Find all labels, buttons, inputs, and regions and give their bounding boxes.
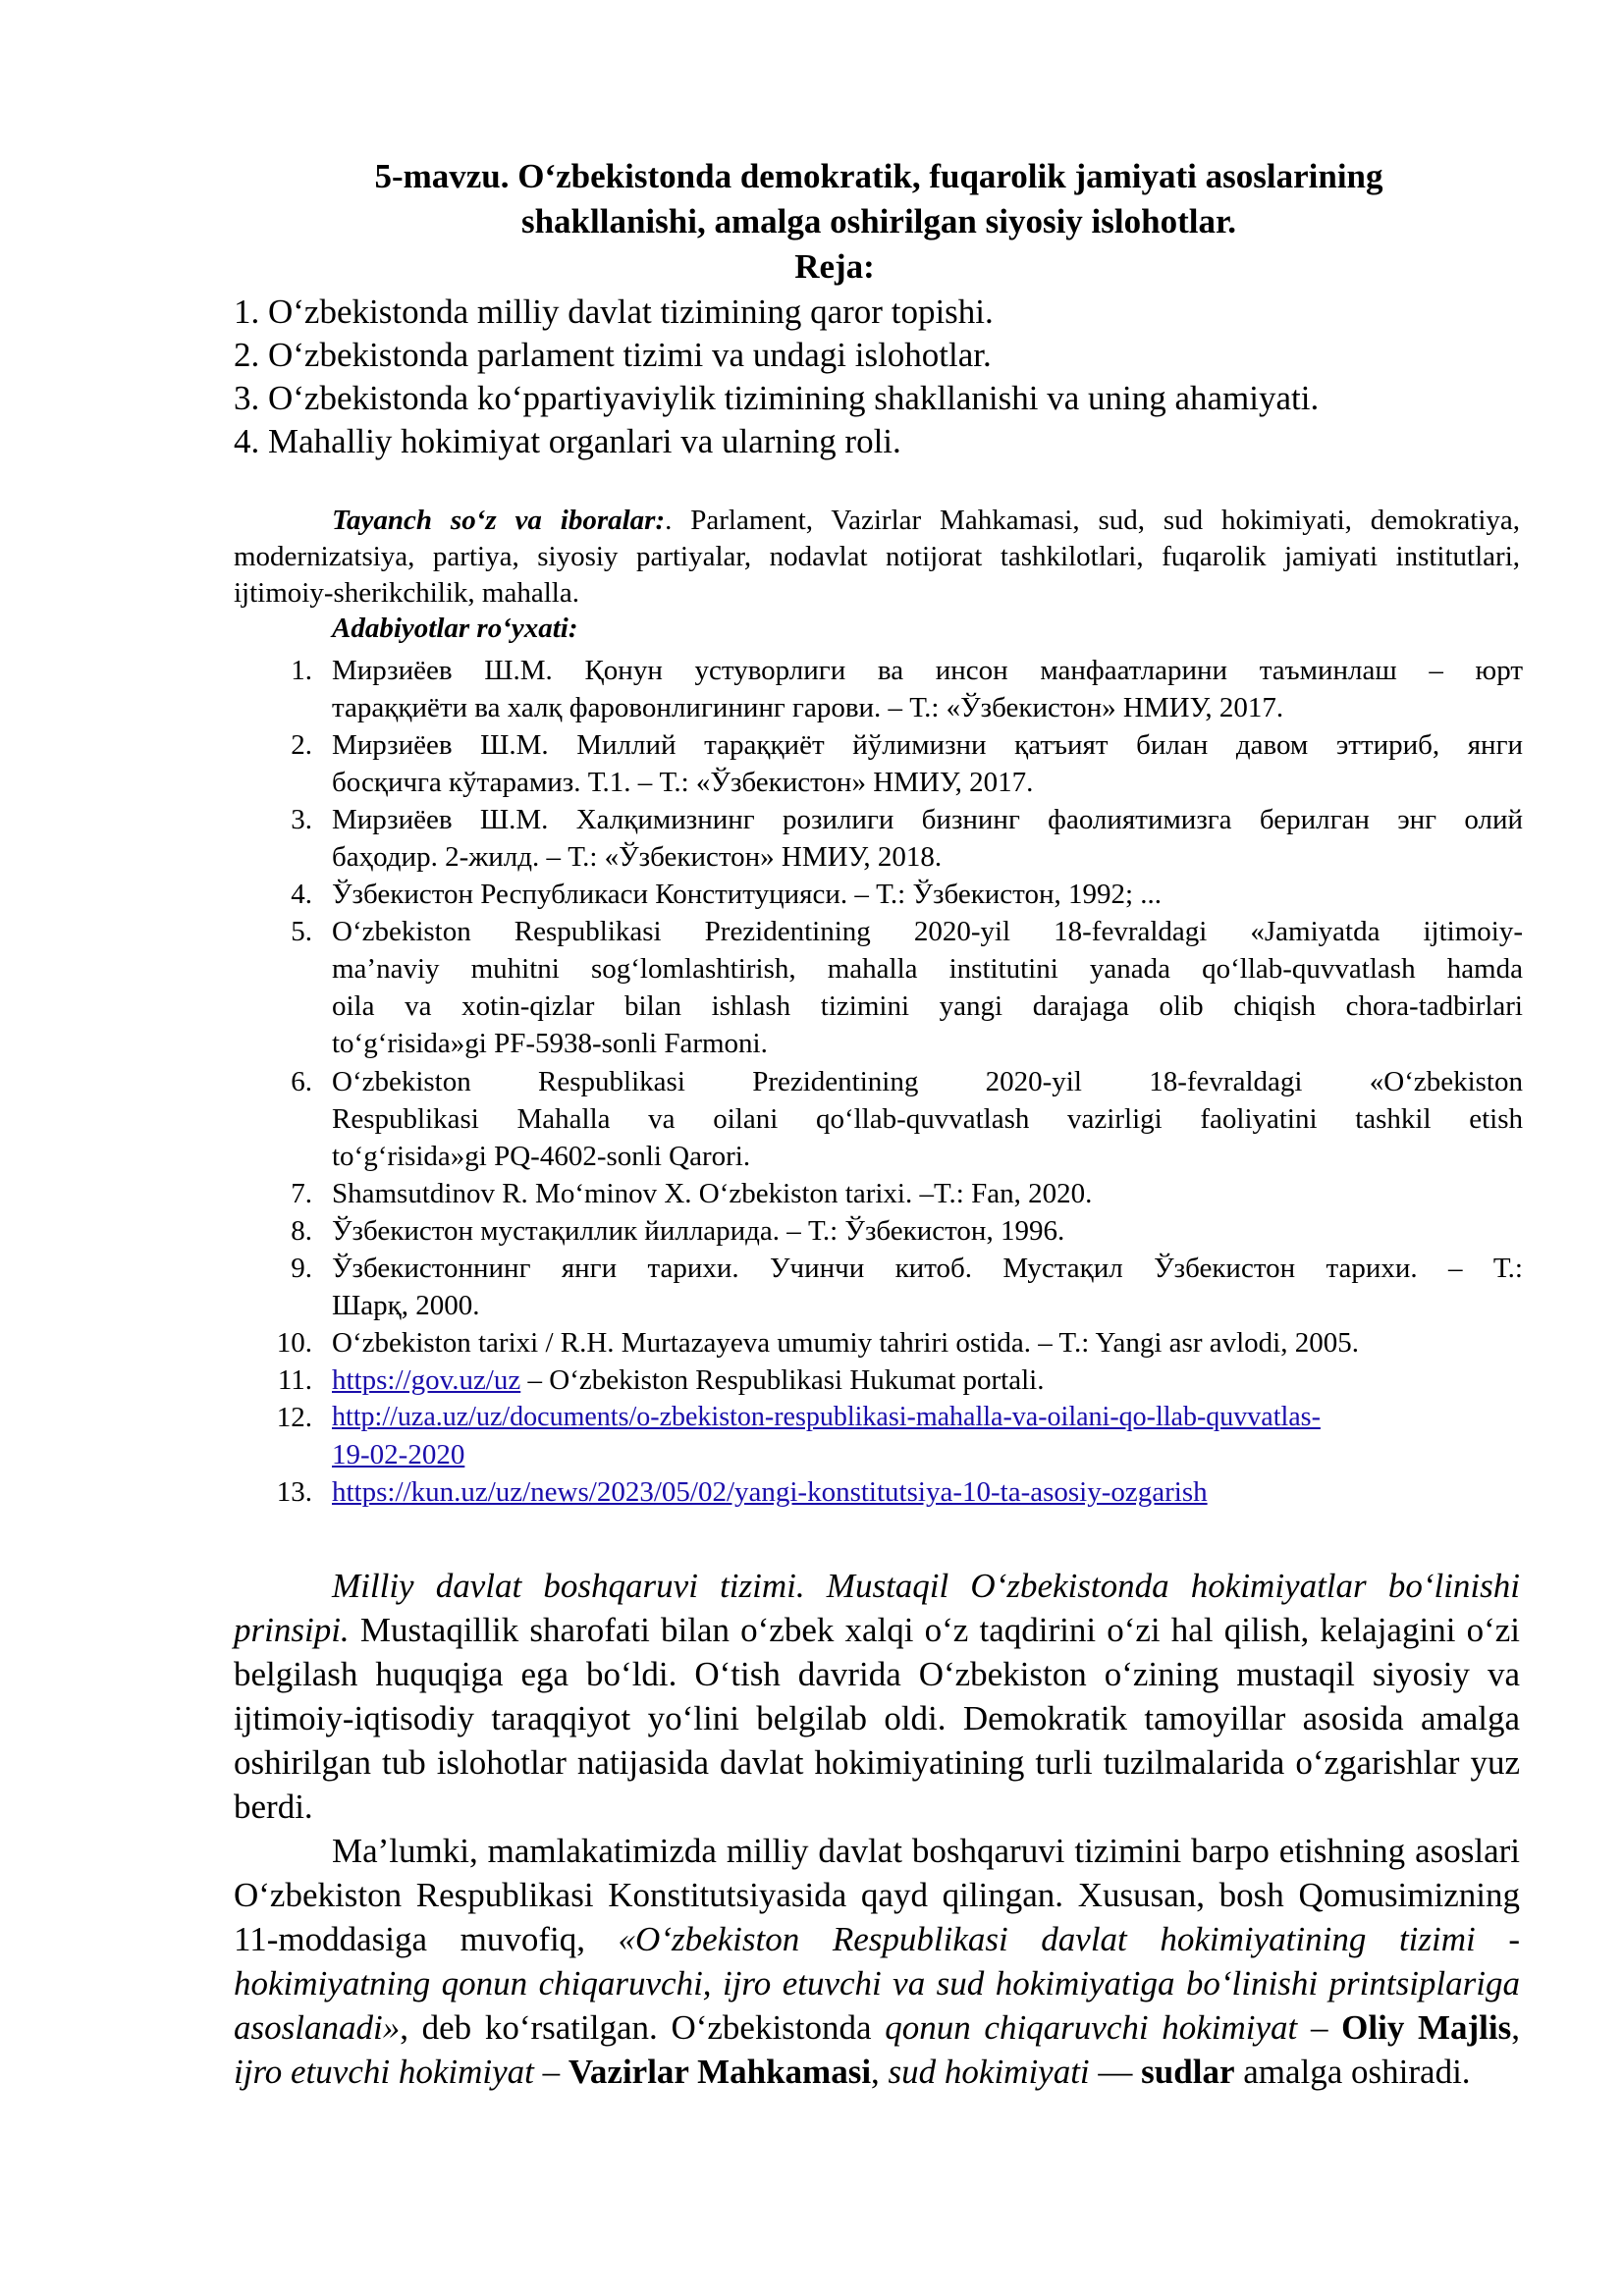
literature-item-number: 10. bbox=[276, 1327, 312, 1359]
literature-item-line: тараққиёти ва халқ фаровонлигининг гарови. – Т.: «Ўзбекистон» НМИУ, 2017. bbox=[332, 692, 1284, 723]
keywords-label: Tayanch so‘z va iboralar: bbox=[332, 505, 666, 536]
literature-item-line: Respublikasi Mahalla va oilani qo‘llab-quvvatlash vazirligi faoliyatini tashkil etish bbox=[332, 1103, 1523, 1135]
literature-item-line bbox=[332, 1399, 1523, 1436]
dash: — bbox=[1089, 2053, 1142, 2091]
plan-item-3: 3. O‘zbekistonda ko‘ppartiyaviylik tizimining shakllanishi va uning ahamiyati. bbox=[234, 379, 1320, 417]
literature-item-line bbox=[332, 1473, 1523, 1511]
paragraph-text: amalga oshiradi. bbox=[1234, 2053, 1471, 2091]
dash: – bbox=[533, 2053, 568, 2091]
literature-item-number: 9. bbox=[291, 1253, 312, 1284]
literature-item-number: 13. bbox=[276, 1476, 312, 1508]
literature-item-line: Мирзиёев Ш.М. Қонун устуворлиги ва инсон манфаатларини таъминлаш – юрт bbox=[332, 655, 1523, 686]
literature-item-line: Ўзбекистон мустақиллик йилларида. – Т.: Ўзбекистон, 1996. bbox=[332, 1215, 1065, 1247]
literature-item-number: 5. bbox=[291, 916, 312, 947]
plan-heading: Reja: bbox=[794, 247, 875, 286]
literature-item-number: 6. bbox=[291, 1066, 312, 1097]
literature-item-line: to‘g‘risida»gi PQ-4602-sonli Qarori. bbox=[332, 1141, 751, 1172]
body-paragraph-1 bbox=[234, 1564, 1520, 1829]
literature-item-line: to‘g‘risida»gi PF-5938-sonli Farmoni. bbox=[332, 1028, 768, 1059]
link-description: – O‘zbekiston Respublikasi Hukumat portali. bbox=[520, 1364, 1045, 1396]
keywords-text: . Parlament, Vazirlar Mahkamasi, sud, sud hokimiyati, demokratiya, modernizatsiya, partiya, siyosiy partiyalar, nodavlat notijorat tashkilotlari, fuqarolik jamiyati institutlari, ijtimoiy-sherikchilik, mahalla. bbox=[234, 505, 1520, 609]
legislative-branch-term: qonun chiqaruvchi hokimiyat bbox=[885, 2008, 1298, 2047]
vazirlar-mahkamasi-term: Vazirlar Mahkamasi bbox=[568, 2053, 872, 2091]
sudlar-term: sudlar bbox=[1141, 2053, 1235, 2091]
literature-item-number: 7. bbox=[291, 1178, 312, 1209]
literature-item-line: ma’naviy muhitni sog‘lomlashtirish, mahalla institutini yanada qo‘llab-quvvatlash hamda bbox=[332, 953, 1523, 985]
literature-item-line: Мирзиёев Ш.М. Миллий тараққиёт йўлимизни қатъият билан давом эттириб, янги bbox=[332, 729, 1523, 761]
plan-item-1: 1. O‘zbekistonda milliy davlat tizimining qaror topishi. bbox=[234, 293, 994, 331]
literature-item-line: O‘zbekiston Respublikasi Prezidentining 2020-yil 18-fevraldagi «O‘zbekiston bbox=[332, 1066, 1523, 1097]
literature-item-line: O‘zbekiston tarixi / R.H. Murtazayeva umumiy tahriri ostida. – T.: Yangi asr avlodi, 2005. bbox=[332, 1327, 1359, 1359]
dash: – bbox=[1297, 2008, 1342, 2047]
literature-item-line: баҳодир. 2-жилд. – Т.: «Ўзбекистон» НМИУ, 2018. bbox=[332, 841, 943, 873]
page-title-line-1: 5-mavzu. O‘zbekistonda demokratik, fuqarolik jamiyati asoslarining bbox=[374, 157, 1383, 195]
literature-item-line: Ўзбекистон Республикаси Конституцияси. – Т.: Ўзбекистон, 1992; ... bbox=[332, 879, 1163, 910]
literature-item-number: 1. bbox=[291, 655, 312, 686]
gov-uz-link[interactable]: https://gov.uz/uz bbox=[332, 1364, 521, 1396]
keywords-paragraph bbox=[234, 503, 1520, 612]
literature-item-line: Шарқ, 2000. bbox=[332, 1290, 480, 1321]
kun-uz-link[interactable]: https://kun.uz/uz/news/2023/05/02/yangi-konstitutsiya-10-ta-asosiy-ozgarish bbox=[332, 1476, 1208, 1508]
judicial-branch-term: sud hokimiyati bbox=[888, 2053, 1090, 2091]
literature-item-number: 8. bbox=[291, 1215, 312, 1247]
paragraph-text: Ma’lumki, mamlakatimizda milliy davlat boshqaruvi tizimini barpo etishning asoslari O‘zbekiston Respublikasi Konstitutsiyasida qayd qilingan. Xususan, bosh Qomusimizning 11-moddasiga muvofiq, bbox=[234, 1832, 1520, 1958]
literature-item-line bbox=[332, 1362, 1523, 1399]
uza-uz-link-continued[interactable]: 19-02-2020 bbox=[332, 1439, 465, 1470]
literature-item-line: O‘zbekiston Respublikasi Prezidentining 2020-yil 18-fevraldagi «Jamiyatda ijtimoiy- bbox=[332, 916, 1523, 947]
body-paragraph-2 bbox=[234, 1829, 1520, 2094]
executive-branch-term: ijro etuvchi hokimiyat bbox=[234, 2053, 534, 2091]
oliy-majlis-term: Oliy Majlis bbox=[1341, 2008, 1512, 2047]
literature-item-line: Ўзбекистоннинг янги тарихи. Учинчи китоб. Мустақил Ўзбекистон тарихи. – Т.: bbox=[332, 1253, 1523, 1284]
literature-item-line: босқичга кўтарамиз. Т.1. – Т.: «Ўзбекистон» НМИУ, 2017. bbox=[332, 767, 1034, 798]
plan-item-2: 2. O‘zbekistonda parlament tizimi va undagi islohotlar. bbox=[234, 336, 992, 374]
literature-item-number: 11. bbox=[277, 1364, 312, 1396]
section-heading-italic: Milliy davlat boshqaruvi tizimi. Mustaqil O‘zbekistonda hokimiyatlar bo‘linishi prinsipi. bbox=[234, 1567, 1520, 1649]
literature-item-number: 2. bbox=[291, 729, 312, 761]
page-title-line-2: shakllanishi, amalga oshirilgan siyosiy islohotlar. bbox=[520, 202, 1237, 240]
comma: , bbox=[871, 2053, 889, 2091]
plan-item-4: 4. Mahalliy hokimiyat organlari va ularning roli. bbox=[234, 422, 901, 460]
literature-item-number: 4. bbox=[291, 879, 312, 910]
paragraph-text: , deb ko‘rsatilgan. O‘zbekistonda bbox=[400, 2008, 886, 2047]
literature-item-line: Мирзиёев Ш.М. Халқимизнинг розилиги бизнинг фаолиятимизга берилган энг олий bbox=[332, 804, 1523, 835]
literature-item-line bbox=[332, 1436, 1523, 1473]
literature-item-number: 3. bbox=[291, 804, 312, 835]
paragraph-text: Mustaqillik sharofati bilan o‘zbek xalqi o‘z taqdirini o‘zi hal qilish, kelajagini o‘zi belgilash huquqiga ega bo‘ldi. O‘tish davrida O‘zbekiston o‘zining mustaqil siyosiy va ijtimoiy-iqtisodiy taraqqiyot yo‘lini belgilab oldi. Demokratik tamoyillar asosida amalga oshirilgan tub islohotlar natijasida davlat hokimiyatining turli tuzilmalarida o‘zgarishlar yuz berdi. bbox=[234, 1611, 1520, 1826]
comma: , bbox=[1511, 2008, 1520, 2047]
literature-item-line: oila va xotin-qizlar bilan ishlash tizimini yangi darajaga olib chiqish chora-tadbirlari bbox=[332, 990, 1523, 1022]
literature-item-line: Shamsutdinov R. Mo‘minov X. O‘zbekiston tarixi. –T.: Fan, 2020. bbox=[332, 1178, 1093, 1209]
literature-heading: Adabiyotlar ro‘yxati: bbox=[332, 613, 578, 644]
uza-uz-link[interactable]: http://uza.uz/uz/documents/o-zbekiston-respublikasi-mahalla-va-oilani-qo-llab-quvvatlas- bbox=[332, 1402, 1321, 1432]
literature-item-number: 12. bbox=[276, 1402, 312, 1433]
constitution-quote: «O‘zbekiston Respublikasi davlat hokimiyatining tizimi - hokimiyatning qonun chiqaruvchi, ijro etuvchi va sud hokimiyatiga bo‘linishi printsiplariga asoslanadi» bbox=[234, 1920, 1520, 2047]
